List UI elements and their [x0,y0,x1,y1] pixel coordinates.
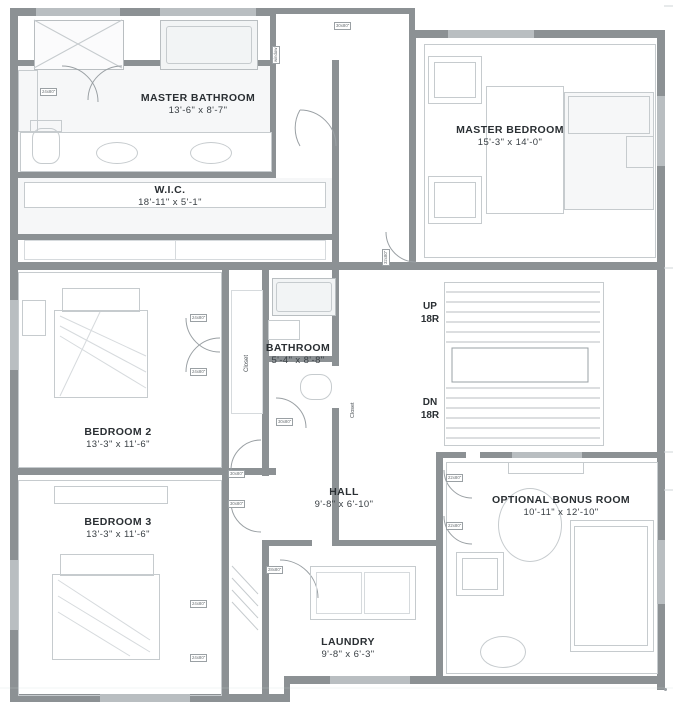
label-wic: W.I.C. 18'-11" x 5'-1" [138,184,202,208]
bonus-armchair-seat [462,558,498,590]
interior-wall-bed2-east [222,270,229,468]
label-bonus-room: OPTIONAL BONUS ROOM 10'-11" x 12'-10" [491,494,631,518]
window-master-bed-north [448,30,534,38]
bonus-sofa-seat [574,526,648,646]
hall-bath-vanity [268,320,300,340]
closet-label-1: Closet [244,354,250,372]
bedroom3-bed [52,574,160,660]
door-tag-11: 22x80" [448,523,462,528]
interior-wall-v-hall-left [332,60,339,265]
window-bedroom2-west [10,300,18,370]
bonus-window-sill [508,462,584,474]
window-master-bath-north [36,8,120,16]
stairs-down-label: DN 18R [420,397,440,421]
stair-well [444,282,604,446]
stairs-up-label: UP 18R [420,301,440,325]
door-tag-12: 28x80" [268,567,282,572]
window-tag-1: window [273,47,278,62]
label-master-bathroom: MASTER BATHROOM 13'-6" x 8'-7" [140,92,256,116]
bedroom3-closet-shelf [54,486,168,504]
master-armchair-2-seat [434,182,476,218]
dryer [364,572,410,614]
hall-bath-toilet [300,374,332,400]
window-bedroom3-south [100,694,190,702]
vanity-sink-left [96,142,138,164]
door-tag-2: 24x80" [192,315,206,320]
master-tub-basin [166,26,252,64]
window-bonus-north [512,452,582,458]
interior-wall-h-mid-right [409,262,664,270]
door-tag-9: 30x80" [278,419,292,424]
shower-enclosure [34,20,124,70]
label-master-bedroom: MASTER BEDROOM 15'-3" x 14'-0" [456,124,564,148]
bedroom2-nightstand [22,300,46,336]
interior-wall-bonus-west [436,452,443,682]
window-master-bed-east [657,96,665,166]
hall-bath-tub-basin [276,282,332,312]
window-bedroom3-west [10,560,18,630]
master-bed-rug [486,86,564,214]
reference-dot [664,688,667,691]
bedroom3-headboard [60,554,154,576]
door-tag-8: 30x80" [336,23,350,28]
exterior-wall-north-mid [270,8,415,14]
interior-wall-laundry-north-a [262,540,312,546]
window-bonus-east [657,540,665,604]
interior-wall-h-mid [14,262,414,270]
washer [316,572,362,614]
door-tag-6: 30x80" [230,471,244,476]
interior-wall-bonus-north-a [436,452,466,458]
door-tag-13: 32x80" [383,250,388,264]
wic-shelf-lower-left [24,240,176,260]
bedroom2-bed [54,310,148,398]
master-bath-niche [18,70,38,132]
master-armchair-1-seat [434,62,476,98]
interior-wall-v-master [409,36,416,268]
bonus-side-table [480,636,526,668]
interior-wall-bed3-east [222,475,229,702]
master-nightstand [626,136,654,168]
window-laundry-south [330,676,410,684]
label-laundry: LAUNDRY 9'-8" x 6'-3" [321,636,375,660]
interior-wall-hall-west-lower [262,540,269,702]
label-bedroom3: BEDROOM 3 13'-3" x 11'-6" [84,516,152,540]
vanity-sink-right [190,142,232,164]
door-tag-4: 24x80" [192,601,206,606]
label-bathroom: BATHROOM 5'-4" x 8'-8" [265,342,331,366]
window-tub-north [160,8,256,16]
label-hall: HALL 9'-8" x 6'-10" [314,486,374,510]
interior-wall-laundry-north-b [332,540,439,546]
toilet-master [32,128,60,164]
interior-wall-hall-east-upper [332,408,339,542]
door-tag-3: 24x80" [192,369,206,374]
bedroom2-headboard [62,288,140,312]
door-tag-1: 24x80" [42,89,56,94]
door-tag-10: 22x80" [448,475,462,480]
label-bedroom2: BEDROOM 2 13'-3" x 11'-6" [84,426,152,450]
door-tag-5: 24x80" [192,655,206,660]
interior-wall-bath-west-b [262,430,269,476]
door-tag-7: 30x80" [230,501,244,506]
closet-label-2: Closet [350,402,356,418]
